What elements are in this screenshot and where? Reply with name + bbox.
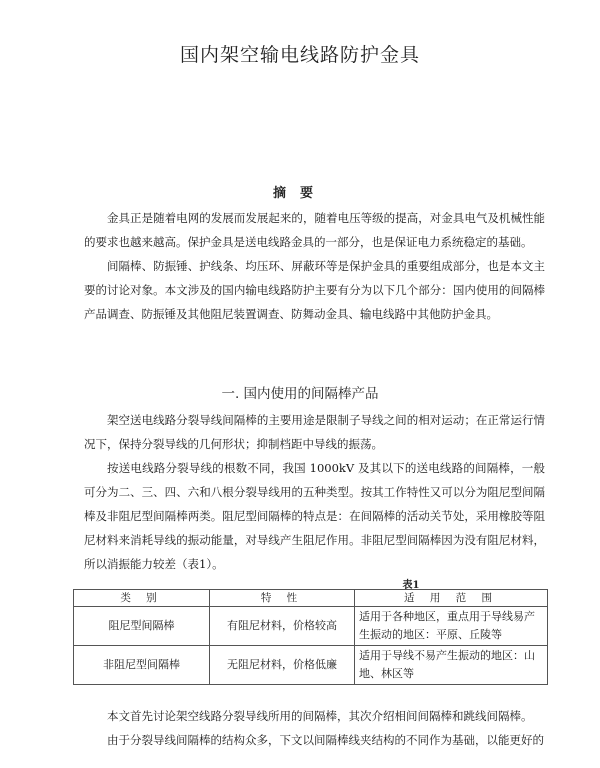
table-cell: 非阻尼型间隔棒 bbox=[74, 646, 210, 685]
section-paragraph-4: 由于分裂导线间隔棒的结构众多，下文以间隔棒线夹结构的不同作为基础，以能更好的 bbox=[107, 733, 544, 747]
table-cell: 适用于各种地区，重点用于导线易产生振动的地区：平原、丘陵等 bbox=[355, 607, 548, 646]
table-cell: 无阻尼材料，价格低廉 bbox=[210, 646, 355, 685]
section-paragraph-2: 按送电线路分裂导线的根数不同，我国 1000kV 及其以下的送电线路的间隔棒，一般可分为二、三、四、六和八根分裂导线用的五种类型。按其工作特性又可以分为阻尼型间隔棒及非阻尼型间隔棒两类。阻尼型间隔棒的特点是：在间隔棒的活动关节处，采用橡胶等阻尼材料来消耗导线的振动能量，对导线产生阻尼作用。非阻尼型间隔棒因为没有阻尼材料，所以消振能力较差（表1）。 bbox=[84, 461, 545, 571]
table-row bbox=[74, 646, 548, 685]
section-paragraph-3: 本文首先讨论架空线路分裂导线所用的间隔棒，其次介绍相间间隔棒和跳线间隔棒。 bbox=[107, 709, 533, 723]
table-row bbox=[74, 607, 548, 646]
table-cell: 阻尼型间隔棒 bbox=[74, 607, 210, 646]
table-header-cell: 类 别 bbox=[74, 590, 210, 607]
section-paragraph-1: 架空送电线路分裂导线间隔棒的主要用途是限制子导线之间的相对运动；在正常运行情况下，保持分裂导线的几何形状；抑制档距中导线的振荡。 bbox=[84, 413, 545, 451]
table-cell: 适用于导线不易产生振动的地区：山地、林区等 bbox=[355, 646, 548, 685]
table-cell: 有阻尼材料，价格较高 bbox=[210, 607, 355, 646]
abstract-paragraph-1: 金具正是随着电网的发展而发展起来的，随着电压等级的提高，对金具电气及机械性能的要求也越来越高。保护金具是送电线路金具的一部分，也是保证电力系统稳定的基础。 bbox=[84, 211, 545, 249]
abstract-paragraph-2: 间隔棒、防振锤、护线条、均压环、屏蔽环等是保护金具的重要组成部分，也是本文主要的讨论对象。本文涉及的国内输电线路防护主要有分为以下几个部分：国内使用的间隔棒产品调查、防振锤及其他阻尼装置调查、防舞动金具、输电线路中其他防护金具。 bbox=[84, 259, 545, 321]
spacer-type-table bbox=[73, 589, 548, 685]
table-caption: 表1 bbox=[402, 580, 420, 591]
table-header-row bbox=[74, 590, 548, 607]
section-heading: 一. 国内使用的间隔棒产品 bbox=[221, 386, 379, 402]
table-header-cell: 适 用 范 围 bbox=[355, 590, 548, 607]
document-title: 国内架空输电线路防护金具 bbox=[179, 44, 420, 66]
abstract-heading: 摘要 bbox=[272, 186, 327, 201]
table-header-cell: 特 性 bbox=[210, 590, 355, 607]
